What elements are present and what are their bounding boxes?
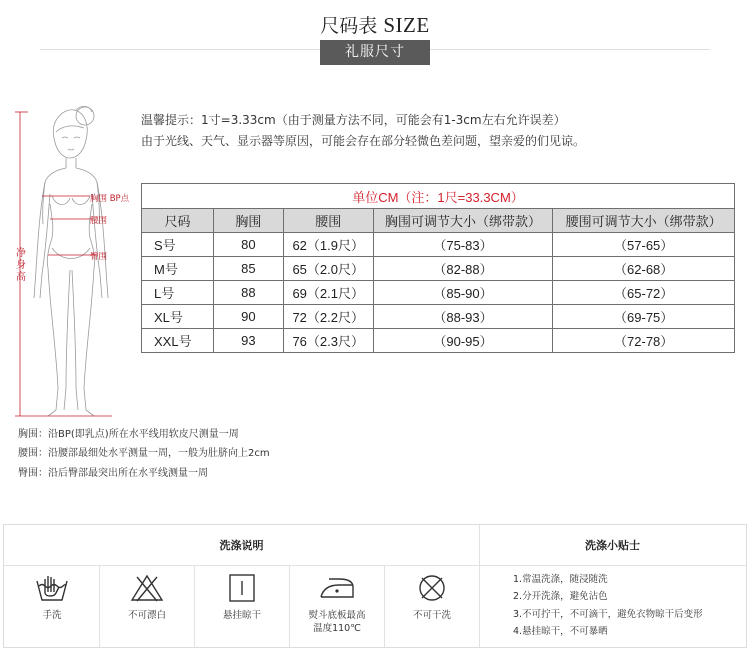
waist-adjust-cell: （72-78）: [553, 329, 735, 353]
iron-icon: [317, 573, 357, 603]
waist-cell: 65（2.0尺）: [283, 257, 373, 281]
waist-adjust-cell: （62-68）: [553, 257, 735, 281]
hand-wash-icon: [34, 573, 70, 603]
title-cn: 尺码表: [320, 15, 378, 37]
col-header-bust-adjust: 胸围可调节大小（绑带款）: [373, 209, 553, 233]
tip-line-1: 温馨提示：1寸=3.33cm（由于测量方法不同，可能会有1-3cm左右允许误差）: [141, 113, 566, 127]
care-label: 不可干洗: [412, 610, 451, 621]
table-row: [142, 329, 735, 353]
wash-instructions-title: 洗涤说明: [219, 539, 264, 552]
note-waist: 腰围：沿腰部最细处水平测量一周，一般为肚脐向上2cm: [18, 448, 270, 459]
waist-adjust-cell: （69-75）: [553, 305, 735, 329]
bust-cell: 85: [213, 257, 283, 281]
col-header-waist: 腰围: [283, 209, 373, 233]
icon-divider: [194, 565, 195, 647]
bust-cell: 88: [213, 281, 283, 305]
list-item: 1.常温洗涤，随浸随洗: [513, 574, 608, 585]
unit-note: 单位CM（注：1尺=33.3CM）: [142, 184, 735, 209]
note-hip: 臀围：沿后臀部最突出所在水平线测量一周: [18, 468, 208, 479]
col-header-waist-adjust: 腰围可调节大小（绑带款）: [553, 209, 735, 233]
table-row: [142, 233, 735, 257]
care-header-divider: [4, 565, 746, 566]
table-row: [142, 305, 735, 329]
tip-line-2: 由于光线、天气、显示器等原因，可能会存在部分轻微色差问题，望亲爱的们见谅。: [141, 134, 586, 148]
care-label: 熨斗底板最高 温度110℃: [308, 610, 366, 634]
col-header-size: 尺码: [142, 209, 214, 233]
icon-divider: [384, 565, 385, 647]
care-label: 不可漂白: [127, 610, 166, 621]
hang-dry-icon: [224, 573, 260, 603]
note-bust: 胸围：沿BP(即乳点)所在水平线用软皮尺测量一周: [18, 429, 239, 440]
wash-tips-title: 洗涤小贴士: [585, 539, 640, 552]
bust-label: 胸围 BP点: [90, 194, 130, 204]
waist-adjust-cell: （65-72）: [553, 281, 735, 305]
bust-cell: 93: [213, 329, 283, 353]
height-label: 净身高: [16, 248, 26, 283]
bust-cell: 80: [213, 233, 283, 257]
table-row: [142, 257, 735, 281]
size-cell: S号: [142, 233, 214, 257]
care-label: 手洗: [42, 610, 62, 621]
size-cell: XXL号: [142, 329, 214, 353]
no-bleach-icon: [129, 573, 165, 603]
care-item-no-dry-clean: [386, 573, 478, 622]
waist-cell: 72（2.2尺）: [283, 305, 373, 329]
size-table: [141, 183, 735, 353]
waist-cell: 76（2.3尺）: [283, 329, 373, 353]
waist-label: 腰围: [90, 216, 108, 226]
bust-adjust-cell: （82-88）: [373, 257, 553, 281]
table-row: [142, 281, 735, 305]
col-header-bust: 胸围: [213, 209, 283, 233]
waist-adjust-cell: （57-65）: [553, 233, 735, 257]
list-item: 4.悬挂晾干，不可暴晒: [513, 625, 608, 637]
no-dry-clean-icon: [414, 573, 450, 603]
size-cell: XL号: [142, 305, 214, 329]
care-item-hang-dry: [196, 573, 288, 622]
waist-cell: 69（2.1尺）: [283, 281, 373, 305]
size-cell: M号: [142, 257, 214, 281]
care-item-no-bleach: [101, 573, 193, 622]
care-label: 悬挂晾干: [222, 610, 261, 621]
body-figure-illustration: [12, 98, 140, 423]
list-item: 3.不可拧干，不可滴干，避免衣物晾干后变形: [513, 608, 703, 620]
page-title: [0, 11, 750, 38]
care-item-hand-wash: [6, 573, 98, 622]
bust-adjust-cell: （85-90）: [373, 281, 553, 305]
bust-adjust-cell: （88-93）: [373, 305, 553, 329]
icon-divider: [99, 565, 100, 647]
care-section: [3, 524, 747, 648]
wash-tips-list: [513, 571, 703, 640]
list-item: 2.分开洗涤，避免沾色: [513, 591, 608, 603]
bust-cell: 90: [213, 305, 283, 329]
care-item-iron: [291, 573, 383, 635]
subtitle-badge: 礼服尺寸: [320, 40, 430, 65]
bust-adjust-cell: （90-95）: [373, 329, 553, 353]
title-en: SIZE: [383, 13, 430, 37]
size-cell: L号: [142, 281, 214, 305]
hip-label: 臀围: [90, 252, 108, 262]
bust-adjust-cell: （75-83）: [373, 233, 553, 257]
waist-cell: 62（1.9尺）: [283, 233, 373, 257]
icon-divider: [289, 565, 290, 647]
